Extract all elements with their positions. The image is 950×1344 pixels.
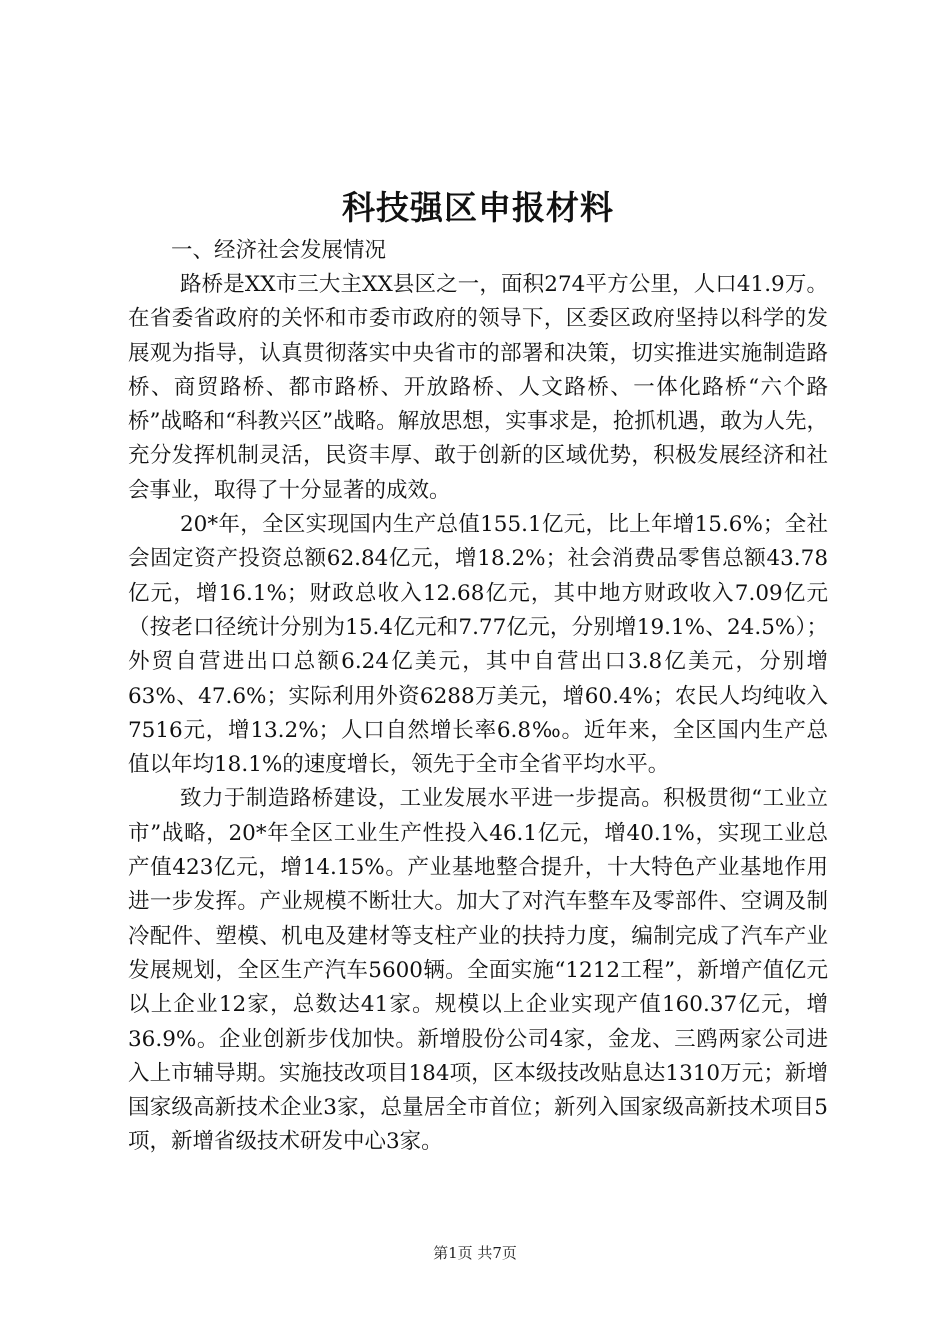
section-heading: 一、经济社会发展情况 xyxy=(171,238,387,263)
document-page xyxy=(128,182,828,1160)
document-title: 科技强区申报材料 xyxy=(342,188,614,227)
page-footer: 第1页 共7页 xyxy=(433,1244,517,1262)
paragraph-overview: 路桥是XX市三大主XX县区之一，面积274平方公里，人口41.9万。在省委省政府的关怀和市委市政府的领导下，区委区政府坚持以科学的发展观为指导，认真贯彻落实中央省市的部署和决策，切实推进实施制造路桥、商贸路桥、都市路桥、开放路桥、人文路桥、一体化路桥“六个路桥”战略和“科教兴区”战略。解放思想，实事求是，抢抓机遇，敢为人先，充分发挥机制灵活，民资丰厚、敢于创新的区域优势，积极发展经济和社会事业，取得了十分显著的成效。 xyxy=(128,272,828,503)
paragraph-manufacturing: 致力于制造路桥建设，工业发展水平进一步提高。积极贯彻“工业立市”战略，20*年全区工业生产性投入46.1亿元，增40.1%，实现工业总产值423亿元，增14.15%。产业基地整合提升，十大特色产业基地作用进一步发挥。产业规模不断壮大。加大了对汽车整车及零部件、空调及制冷配件、塑模、机电及建材等支柱产业的扶持力度，编制完成了汽车产业发展规划，全区生产汽车5600辆。全面实施“1212工程”，新增产值亿元以上企业12家，总数达41家。规模以上企业实现产值160.37亿元，增36.9%。企业创新步伐加快。新增股份公司4家，金龙、三鸥两家公司进入上市辅导期。实施技改项目184项，区本级技改贴息达1310万元；新增国家级高新技术企业3家，总量居全市首位；新列入国家级高新技术项目5项，新增省级技术研发中心3家。 xyxy=(128,786,828,1155)
paragraph-economic-stats: 20*年，全区实现国内生产总值155.1亿元，比上年增15.6%；全社会固定资产投资总额62.84亿元，增18.2%；社会消费品零售总额43.78亿元，增16.1%；财政总收入12.68亿元，其中地方财政收入7.09亿元（按老口径统计分别为15.4亿元和7.77亿元，分别增19.1%、24.5%）；外贸自营进出口总额6.24亿美元，其中自营出口3.8亿美元，分别增63%、47.6%；实际利用外资6288万美元，增60.4%；农民人均纯收入7516元，增13.2%；人口自然增长率6.8‰。近年来，全区国内生产总值以年均18.1%的速度增长，领先于全市全省平均水平。 xyxy=(128,512,828,778)
